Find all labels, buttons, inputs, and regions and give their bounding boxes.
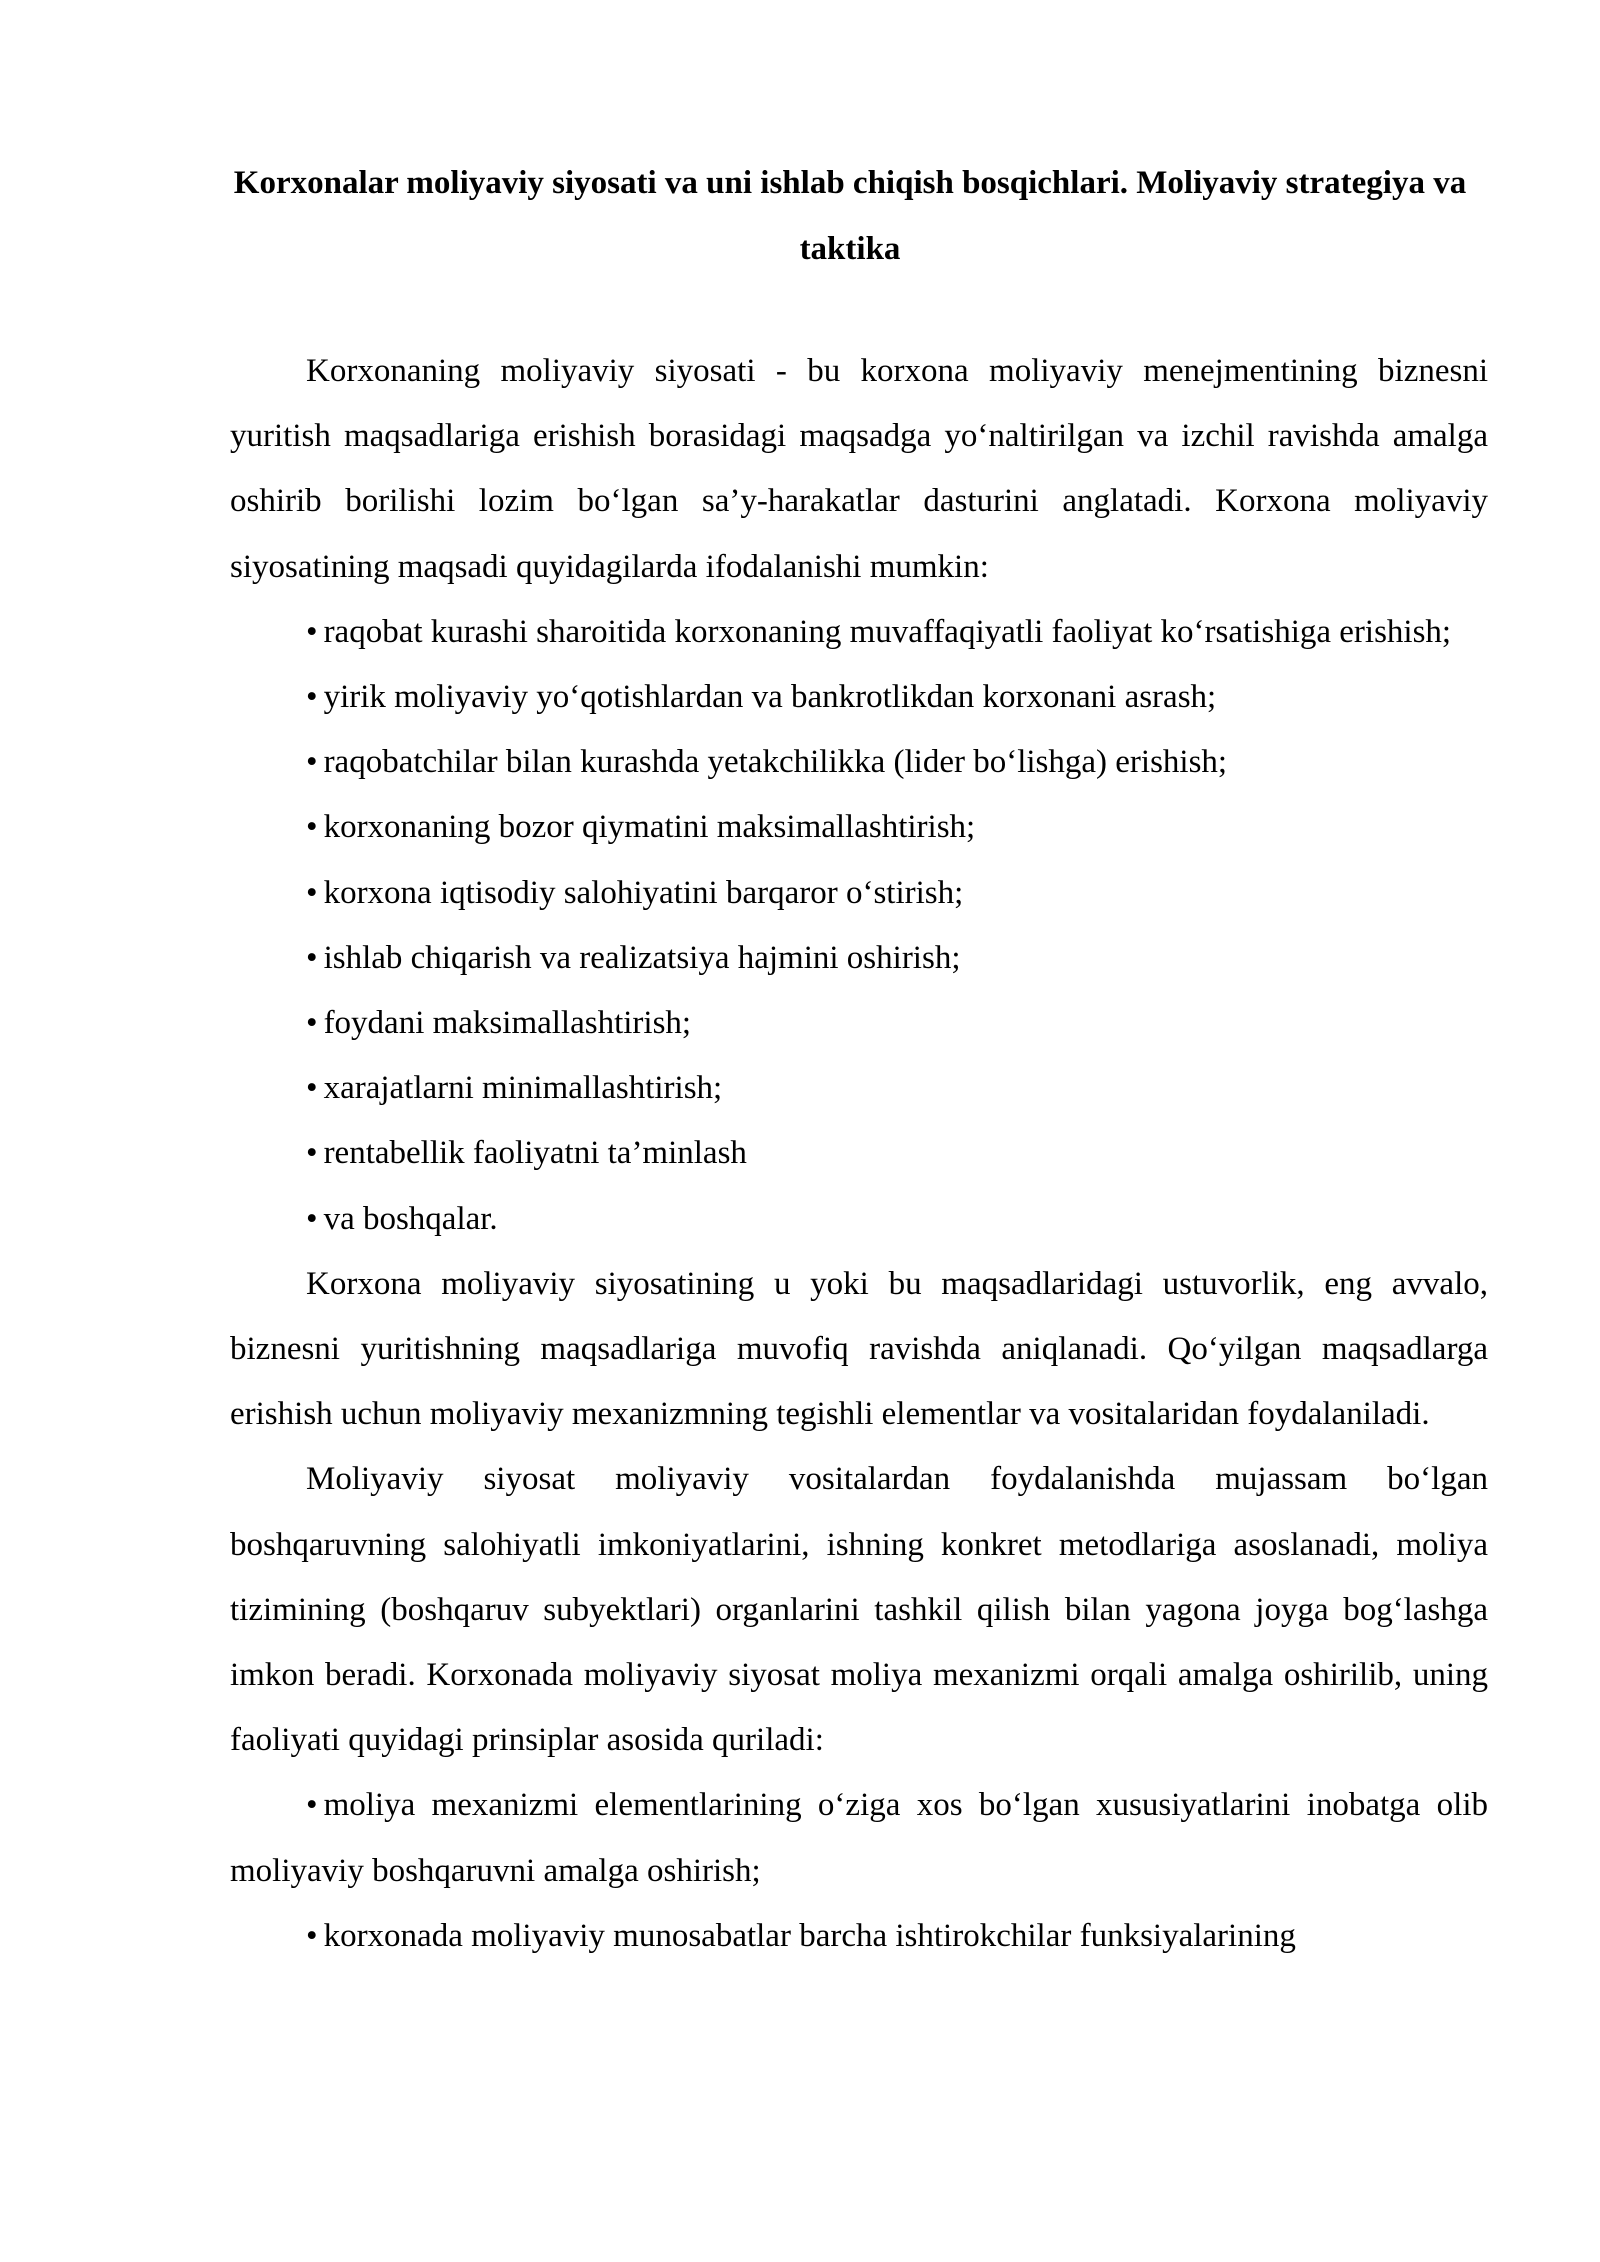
- intro-paragraph: Korxonaning moliyaviy siyosati - bu korxona moliyaviy menejmentining biznesni yuritish maqsadlariga erishish borasidagi maqsadga yo‘naltirilgan va izchil ravishda amalga oshirib borilishi lozim bo‘lgan sa’y-harakatlar dasturini anglatadi. Korxona moliyaviy siyosatining maqsadi quyidagilarda ifodalanishi mumkin:: [230, 353, 1488, 585]
- document-body: [230, 339, 1488, 1969]
- list-item-text: yirik moliyaviy yo‘qotishlardan va bankrotlikdan korxonani asrash;: [323, 679, 1217, 716]
- list-item-text: foydani maksimallashtirish;: [323, 1005, 692, 1042]
- bullet-icon: •: [306, 1917, 318, 1954]
- document-title: Korxonalar moliyaviy siyosati va uni ishlab chiqish bosqichlari. Moliyaviy strategiya va taktika: [233, 165, 1467, 267]
- list-item-text: korxonaning bozor qiymatini maksimallashtirish;: [323, 809, 976, 846]
- list-item-text: ishlab chiqarish va realizatsiya hajmini oshirish;: [323, 939, 961, 976]
- list-item-text: rentabellik faoliyatni ta’minlash: [323, 1135, 747, 1172]
- list-item: [230, 926, 1488, 991]
- bullet-icon: •: [306, 809, 318, 846]
- bullet-icon: •: [306, 1005, 318, 1042]
- list-item: [230, 600, 1488, 665]
- list-item-text: xarajatlarni minimallashtirish;: [323, 1070, 723, 1107]
- list-item: [230, 730, 1488, 795]
- bullet-icon: •: [306, 1787, 318, 1824]
- list-item-text: korxonada moliyaviy munosabatlar barcha ishtirokchilar funksiyalarining: [323, 1917, 1296, 1954]
- paragraph-2: Korxona moliyaviy siyosatining u yoki bu maqsadlaridagi ustuvorlik, eng avvalo, biznesni yuritishning maqsadlariga muvofiq ravishda aniqlanadi. Qo‘yilgan maqsadlarga erishish uchun moliyaviy mexanizmning tegishli elementlar va vositalaridan foydalaniladi.: [230, 1265, 1488, 1433]
- list-item: [230, 1904, 1488, 1969]
- bullet-icon: •: [306, 874, 318, 911]
- list-item: [230, 1056, 1488, 1121]
- bullet-icon: •: [306, 1200, 318, 1237]
- bullet-icon: •: [306, 613, 318, 650]
- list-item: [230, 861, 1488, 926]
- list-item-text: raqobat kurashi sharoitida korxonaning muvaffaqiyatli faoliyat ko‘rsatishiga erishish;: [323, 613, 1452, 650]
- list-item: [230, 1773, 1488, 1903]
- list-item: [230, 991, 1488, 1056]
- bullet-icon: •: [306, 679, 318, 716]
- list-item-text: moliya mexanizmi elementlarining o‘ziga xos bo‘lgan xususiyatlarini inobatga olib moliyaviy boshqaruvni amalga oshirish;: [230, 1787, 1488, 1889]
- list-item: [230, 1187, 1488, 1252]
- list-item-text: raqobatchilar bilan kurashda yetakchilikka (lider bo‘lishga) erishish;: [323, 744, 1228, 781]
- bullet-icon: •: [306, 744, 318, 781]
- list-item: [230, 665, 1488, 730]
- list-item-text: va boshqalar.: [323, 1200, 498, 1237]
- bullet-icon: •: [306, 1135, 318, 1172]
- list-item: [230, 1121, 1488, 1186]
- paragraph-3: Moliyaviy siyosat moliyaviy vositalardan foydalanishda mujassam bo‘lgan boshqaruvning salohiyatli imkoniyatlarini, ishning konkret metodlariga asoslanadi, moliya tizimining (boshqaruv subyektlari) organlarini tashkil qilish bilan yagona joyga bog‘lashga imkon beradi. Korxonada moliyaviy siyosat moliya mexanizmi orqali amalga oshirilib, uning faoliyati quyidagi prinsiplar asosida quriladi:: [230, 1461, 1488, 1759]
- bullet-icon: •: [306, 1070, 318, 1107]
- list-item-text: korxona iqtisodiy salohiyatini barqaror o‘stirish;: [323, 874, 964, 911]
- goals-list: [230, 600, 1488, 1252]
- bullet-icon: •: [306, 939, 318, 976]
- principles-list: [230, 1773, 1488, 1969]
- list-item: [230, 795, 1488, 860]
